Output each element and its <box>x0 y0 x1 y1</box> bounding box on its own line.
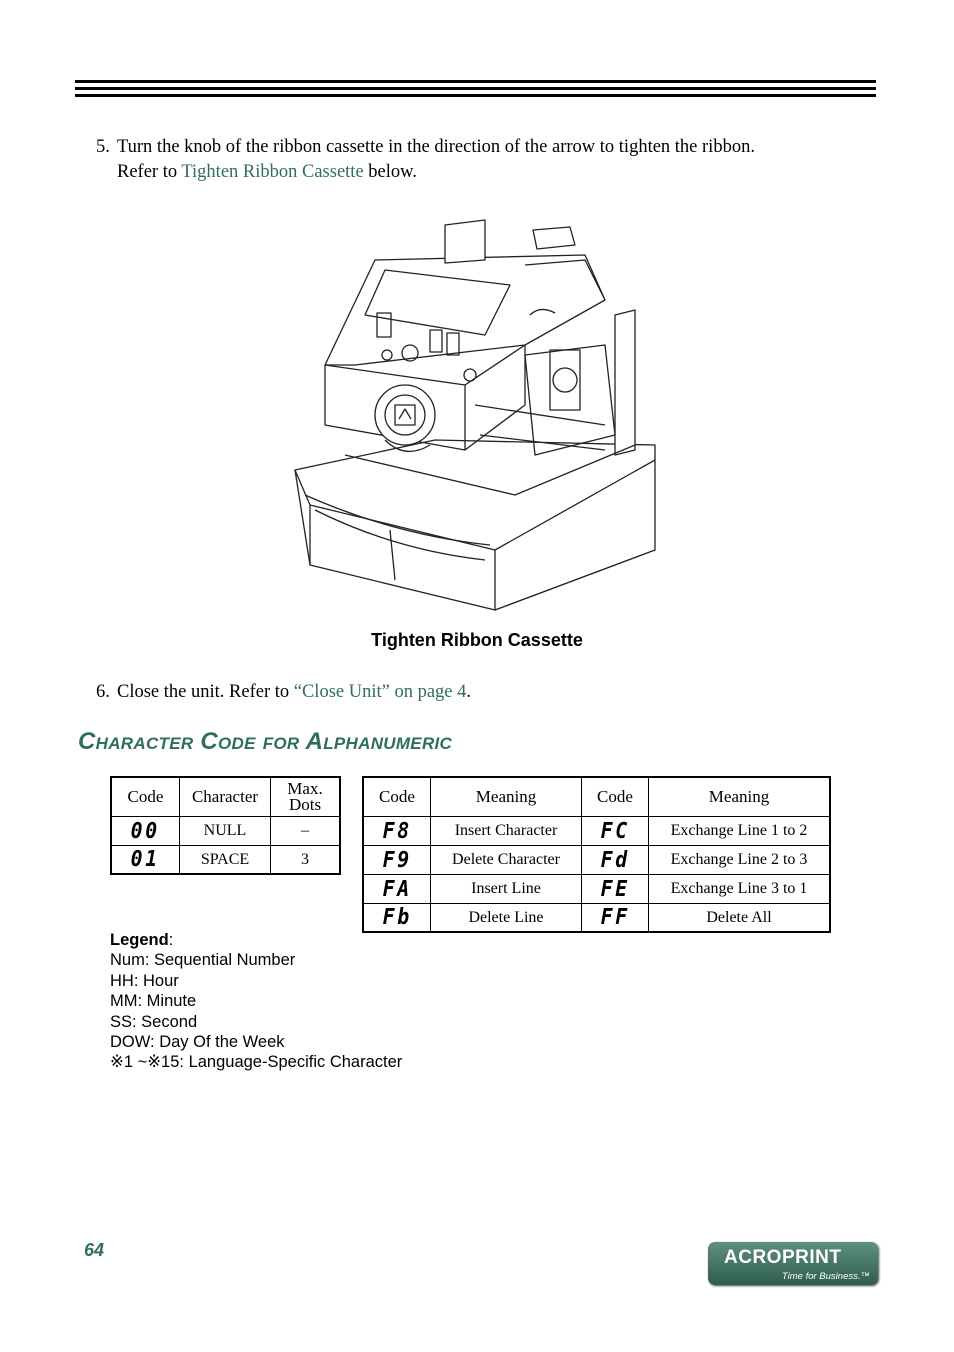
header-line: Max. <box>287 779 323 798</box>
figure-caption: Tighten Ribbon Cassette <box>371 630 583 650</box>
code-cell: FE <box>600 876 630 902</box>
character-cell: SPACE <box>180 846 271 875</box>
meaning-cell: Exchange Line 1 to 2 <box>649 817 831 846</box>
column-header <box>271 777 341 817</box>
header-line: Dots <box>288 795 322 814</box>
code-cell: F9 <box>382 847 412 873</box>
character-code-table <box>110 776 341 875</box>
ribbon-cassette-illustration <box>285 205 665 620</box>
logo-brand: ACROPRINT <box>724 1247 842 1268</box>
meaning-cell: Delete Line <box>431 904 582 933</box>
step-5 <box>96 135 755 185</box>
meaning-cell: Insert Line <box>431 875 582 904</box>
step-text: Turn the knob of the ribbon cassette in the direction of the arrow to tighten the ribbon. <box>117 137 755 157</box>
legend-title: Legend <box>110 931 169 949</box>
table-row <box>363 904 830 933</box>
acroprint-logo <box>708 1242 878 1285</box>
code-cell: 01 <box>130 847 161 872</box>
meaning-cell: Exchange Line 2 to 3 <box>649 846 831 875</box>
column-header: Meaning <box>649 777 831 817</box>
code-cell: F8 <box>382 818 412 844</box>
table-row <box>111 817 340 846</box>
column-header: Code <box>363 777 431 817</box>
step-text: Close the unit. Refer to <box>117 682 294 702</box>
close-unit-link[interactable]: “Close Unit” on page 4 <box>293 682 467 702</box>
meaning-cell: Delete Character <box>431 846 582 875</box>
code-cell: Fb <box>382 905 412 930</box>
code-cell: Fd <box>600 847 630 873</box>
code-cell: FF <box>600 905 630 930</box>
legend: Legend: Num: Sequential Number HH: Hour MM: Minute SS: Second DOW: Day Of the Week ※1 ~※15: Language-Specific Character <box>110 931 403 1072</box>
page-number: 64 <box>84 1240 105 1260</box>
step-number: 5. <box>96 137 110 157</box>
column-header: Meaning <box>431 777 582 817</box>
logo-tagline: Time for Business.™ <box>781 1271 870 1282</box>
column-header: Code <box>582 777 649 817</box>
step-text: . <box>466 682 471 702</box>
column-header: Code <box>111 777 180 817</box>
header-rule-1 <box>75 80 876 83</box>
step-number: 6. <box>96 682 110 702</box>
dots-cell: 3 <box>271 846 341 875</box>
table-row <box>363 817 830 846</box>
section-heading: Character Code for Alphanumeric <box>78 728 453 755</box>
step-text: Refer to <box>117 162 182 182</box>
character-cell: NULL <box>180 817 271 846</box>
function-code-table <box>362 776 831 933</box>
code-cell: 00 <box>130 818 161 844</box>
header-rule-2 <box>75 87 876 90</box>
legend-item: ※1 ~※15: Language-Specific Character <box>110 1053 403 1072</box>
legend-item: HH: Hour <box>110 971 179 990</box>
table-row <box>111 846 340 875</box>
meaning-cell: Insert Character <box>431 817 582 846</box>
header-rule-3 <box>75 94 876 97</box>
code-cell: FA <box>382 876 412 902</box>
code-cell: FC <box>600 818 630 844</box>
step-text: below. <box>363 162 417 182</box>
column-header: Character <box>180 777 271 817</box>
tighten-ribbon-link[interactable]: Tighten Ribbon Cassette <box>181 162 364 182</box>
table-row <box>363 875 830 904</box>
meaning-cell: Exchange Line 3 to 1 <box>649 875 831 904</box>
step-6 <box>96 680 471 705</box>
legend-item: SS: Second <box>110 1012 198 1031</box>
legend-item: DOW: Day Of the Week <box>110 1033 285 1052</box>
meaning-cell: Delete All <box>649 904 831 933</box>
legend-item: MM: Minute <box>110 992 197 1011</box>
legend-item: Num: Sequential Number <box>110 951 296 970</box>
table-row <box>363 846 830 875</box>
dots-cell: – <box>271 817 341 846</box>
